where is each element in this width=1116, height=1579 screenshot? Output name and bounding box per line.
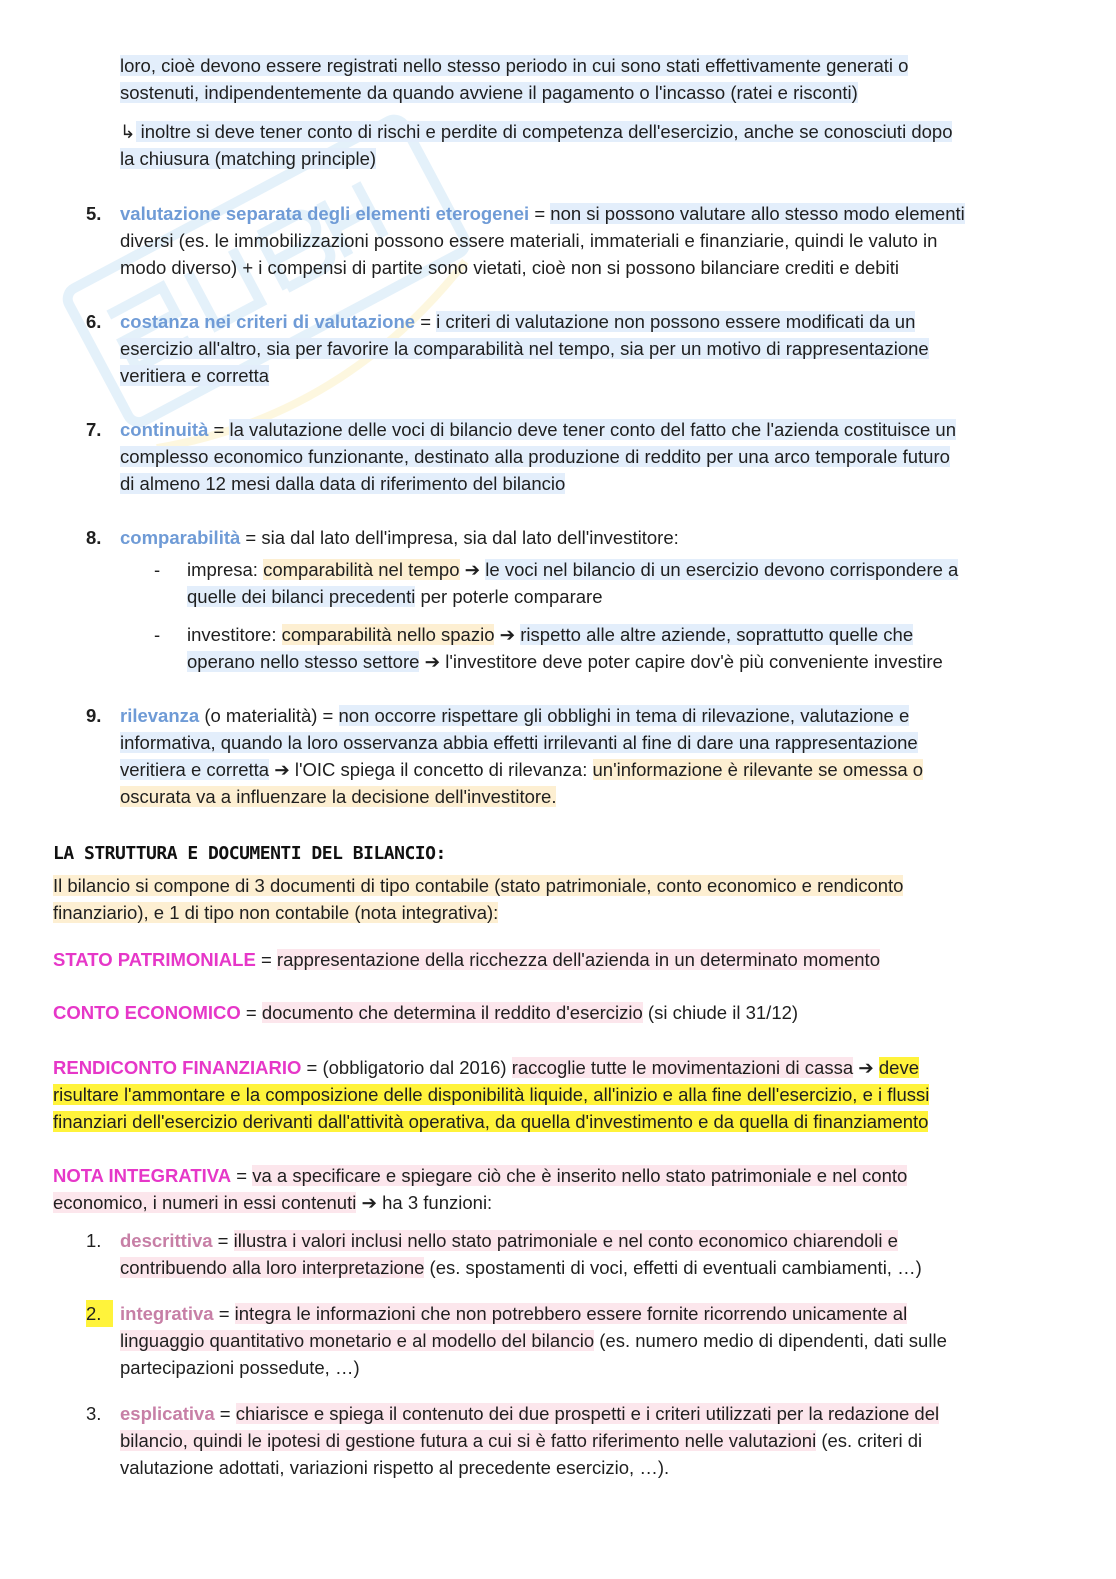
item-8-term: comparabilità [120, 527, 241, 548]
section-intro-line-1: Il bilancio si compone di 3 documenti di tipo contabile (stato patrimoniale, conto economico e rendiconto [53, 875, 904, 896]
item-9-line-4: oscurata va a influenzare la decisione dell'investitore. [120, 786, 557, 807]
item-5-line-2: diversi (es. le immobilizzazioni possono essere materiali, immateriali e finanziarie, quindi le valuto in [120, 230, 938, 251]
function-2-line-1: integrativa = integra le informazioni che non potrebbero essere fornite ricorrendo unicamente al [120, 1303, 908, 1324]
item-6-line-2: esercizio all'altro, sia per favorire la comparabilità nel tempo, sia per un motivo di rappresentazione [120, 338, 929, 359]
item-number-5: 5. [86, 203, 102, 224]
item-5-line-3: modo diverso) + i compensi di partite sono vietati, cioè non si possono bilanciare crediti e debiti [120, 257, 899, 278]
item-number-7: 7. [86, 419, 102, 440]
intro-line-3: ↳ inoltre si deve tener conto di rischi e perdite di competenza dell'esercizio, anche se conosciuti dopo [120, 121, 953, 142]
intro-line-2: sostenuti, indipendentemente da quando avviene il pagamento o l'incasso (ratei e risconti) [120, 82, 858, 103]
conto-economico-def: CONTO ECONOMICO = documento che determina il reddito d'esercizio (si chiude il 31/12) [53, 1002, 799, 1023]
item-6-line-3: veritiera e corretta [120, 365, 270, 386]
item-7-line-1: continuità = la valutazione delle voci di bilancio deve tener conto del fatto che l'azienda costituisce un [120, 419, 956, 440]
function-number-1: 1. [86, 1230, 102, 1251]
item-6-term: costanza nei criteri di valutazione [120, 311, 416, 332]
item-5-term: valutazione separata degli elementi eterogenei [120, 203, 530, 224]
item-7-line-3: di almeno 12 mesi dalla data di riferimento del bilancio [120, 473, 566, 494]
item-7-line-2: complesso economico funzionante, destinato alla produzione di reddito per una arco temporale futuro [120, 446, 950, 467]
rendiconto-line-3: finanziari dell'esercizio derivanti dall'attività operativa, da quella d'investimento e da quella di finanziamento [53, 1111, 929, 1132]
sub-arrow-icon: ↳ [120, 121, 136, 142]
item-number-8: 8. [86, 527, 102, 548]
item-8-line-1: comparabilità = sia dal lato dell'impresa, sia dal lato dell'investitore: [120, 527, 679, 548]
conto-economico-term: CONTO ECONOMICO [53, 1002, 241, 1023]
function-2-term: integrativa [120, 1303, 214, 1324]
function-2-line-2: linguaggio quantitativo monetario e al modello del bilancio (es. numero medio di dipendenti, dati sulle [120, 1330, 947, 1351]
nota-integrativa-line-2: economico, i numeri in essi contenuti ➔ ha 3 funzioni: [53, 1192, 493, 1213]
nota-integrativa-term: NOTA INTEGRATIVA [53, 1165, 232, 1186]
item-7-term: continuità [120, 419, 209, 440]
function-1-line-1: descrittiva = illustra i valori inclusi nello stato patrimoniale e nel conto economico chiarendoli e [120, 1230, 898, 1251]
function-2-line-3: partecipazioni possedute, …) [120, 1357, 360, 1378]
item-8-sub-1-line-1: impresa: comparabilità nel tempo ➔ le voci nel bilancio di un esercizio devono corrispondere a [187, 559, 959, 580]
item-number-9: 9. [86, 705, 102, 726]
item-number-6: 6. [86, 311, 102, 332]
item-9-line-2: informativa, quando la loro osservanza abbia effetti irrilevanti al fine di dare una rappresentazione [120, 732, 918, 753]
function-3-term: esplicativa [120, 1403, 215, 1424]
rendiconto-term: RENDICONTO FINANZIARIO [53, 1057, 302, 1078]
rendiconto-line-1: RENDICONTO FINANZIARIO = (obbligatorio dal 2016) raccoglie tutte le movimentazioni di cassa ➔ deve [53, 1057, 920, 1078]
function-number-3: 3. [86, 1403, 102, 1424]
nota-integrativa-line-1: NOTA INTEGRATIVA = va a specificare e spiegare ciò che è inserito nello stato patrimoniale e nel conto [53, 1165, 908, 1186]
function-3-line-1: esplicativa = chiarisce e spiega il contenuto dei due prospetti e i criteri utilizzati per la redazione del [120, 1403, 940, 1424]
bullet-dash: - [154, 624, 161, 645]
item-8-sub-2-line-1: investitore: comparabilità nello spazio ➔ rispetto alle altre aziende, soprattutto quelle che [187, 624, 914, 645]
bullet-dash: - [154, 559, 161, 580]
item-8-sub-2-line-2: operano nello stesso settore ➔ l'investitore deve poter capire dov'è più conveniente investire [187, 651, 943, 672]
section-heading: LA STRUTTURA E DOCUMENTI DEL BILANCIO: [53, 843, 446, 864]
item-5-line-1: valutazione separata degli elementi eterogenei = non si possono valutare allo stesso modo elementi [120, 203, 965, 224]
function-1-line-2: contribuendo alla loro interpretazione (es. spostamenti di voci, effetti di eventuali cambiamenti, …) [120, 1257, 922, 1278]
arrow-right-icon: ➔ [494, 624, 521, 645]
item-9-term: rilevanza [120, 705, 200, 726]
item-6-line-1: costanza nei criteri di valutazione = i criteri di valutazione non possono essere modificati da un [120, 311, 916, 332]
rendiconto-line-2: risultare l'ammontare e la composizione delle disponibilità liquide, all'inizio e alla fine dell'esercizio, e i flussi [53, 1084, 930, 1105]
item-8-sub-1-line-2: quelle dei bilanci precedenti per poterle comparare [187, 586, 603, 607]
function-3-line-3: valutazione adottati, variazioni rispetto al precedente esercizio, …). [120, 1457, 670, 1478]
arrow-right-icon: ➔ [853, 1057, 879, 1078]
function-3-line-2: bilancio, quindi le ipotesi di gestione futura a cui si è fatto riferimento nelle valutazioni (es. criteri di [120, 1430, 923, 1451]
stato-patrimoniale-def: STATO PATRIMONIALE = rappresentazione della ricchezza dell'azienda in un determinato momento [53, 949, 880, 970]
stato-patrimoniale-term: STATO PATRIMONIALE [53, 949, 256, 970]
intro-line-4: la chiusura (matching principle) [120, 148, 377, 169]
intro-line-1: loro, cioè devono essere registrati nello stesso periodo in cui sono stati effettivamente generati o [120, 55, 909, 76]
arrow-right-icon: ➔ [459, 559, 486, 580]
function-1-term: descrittiva [120, 1230, 213, 1251]
item-9-line-3: veritiera e corretta ➔ l'OIC spiega il concetto di rilevanza: un'informazione è rilevante se omessa o [120, 759, 924, 780]
section-intro-line-2: finanziario), e 1 di tipo non contabile (nota integrativa): [53, 902, 499, 923]
function-number-2: 2. [86, 1300, 113, 1327]
item-9-line-1: rilevanza (o materialità) = non occorre rispettare gli obblighi in tema di rilevazione, valutazione e [120, 705, 910, 726]
